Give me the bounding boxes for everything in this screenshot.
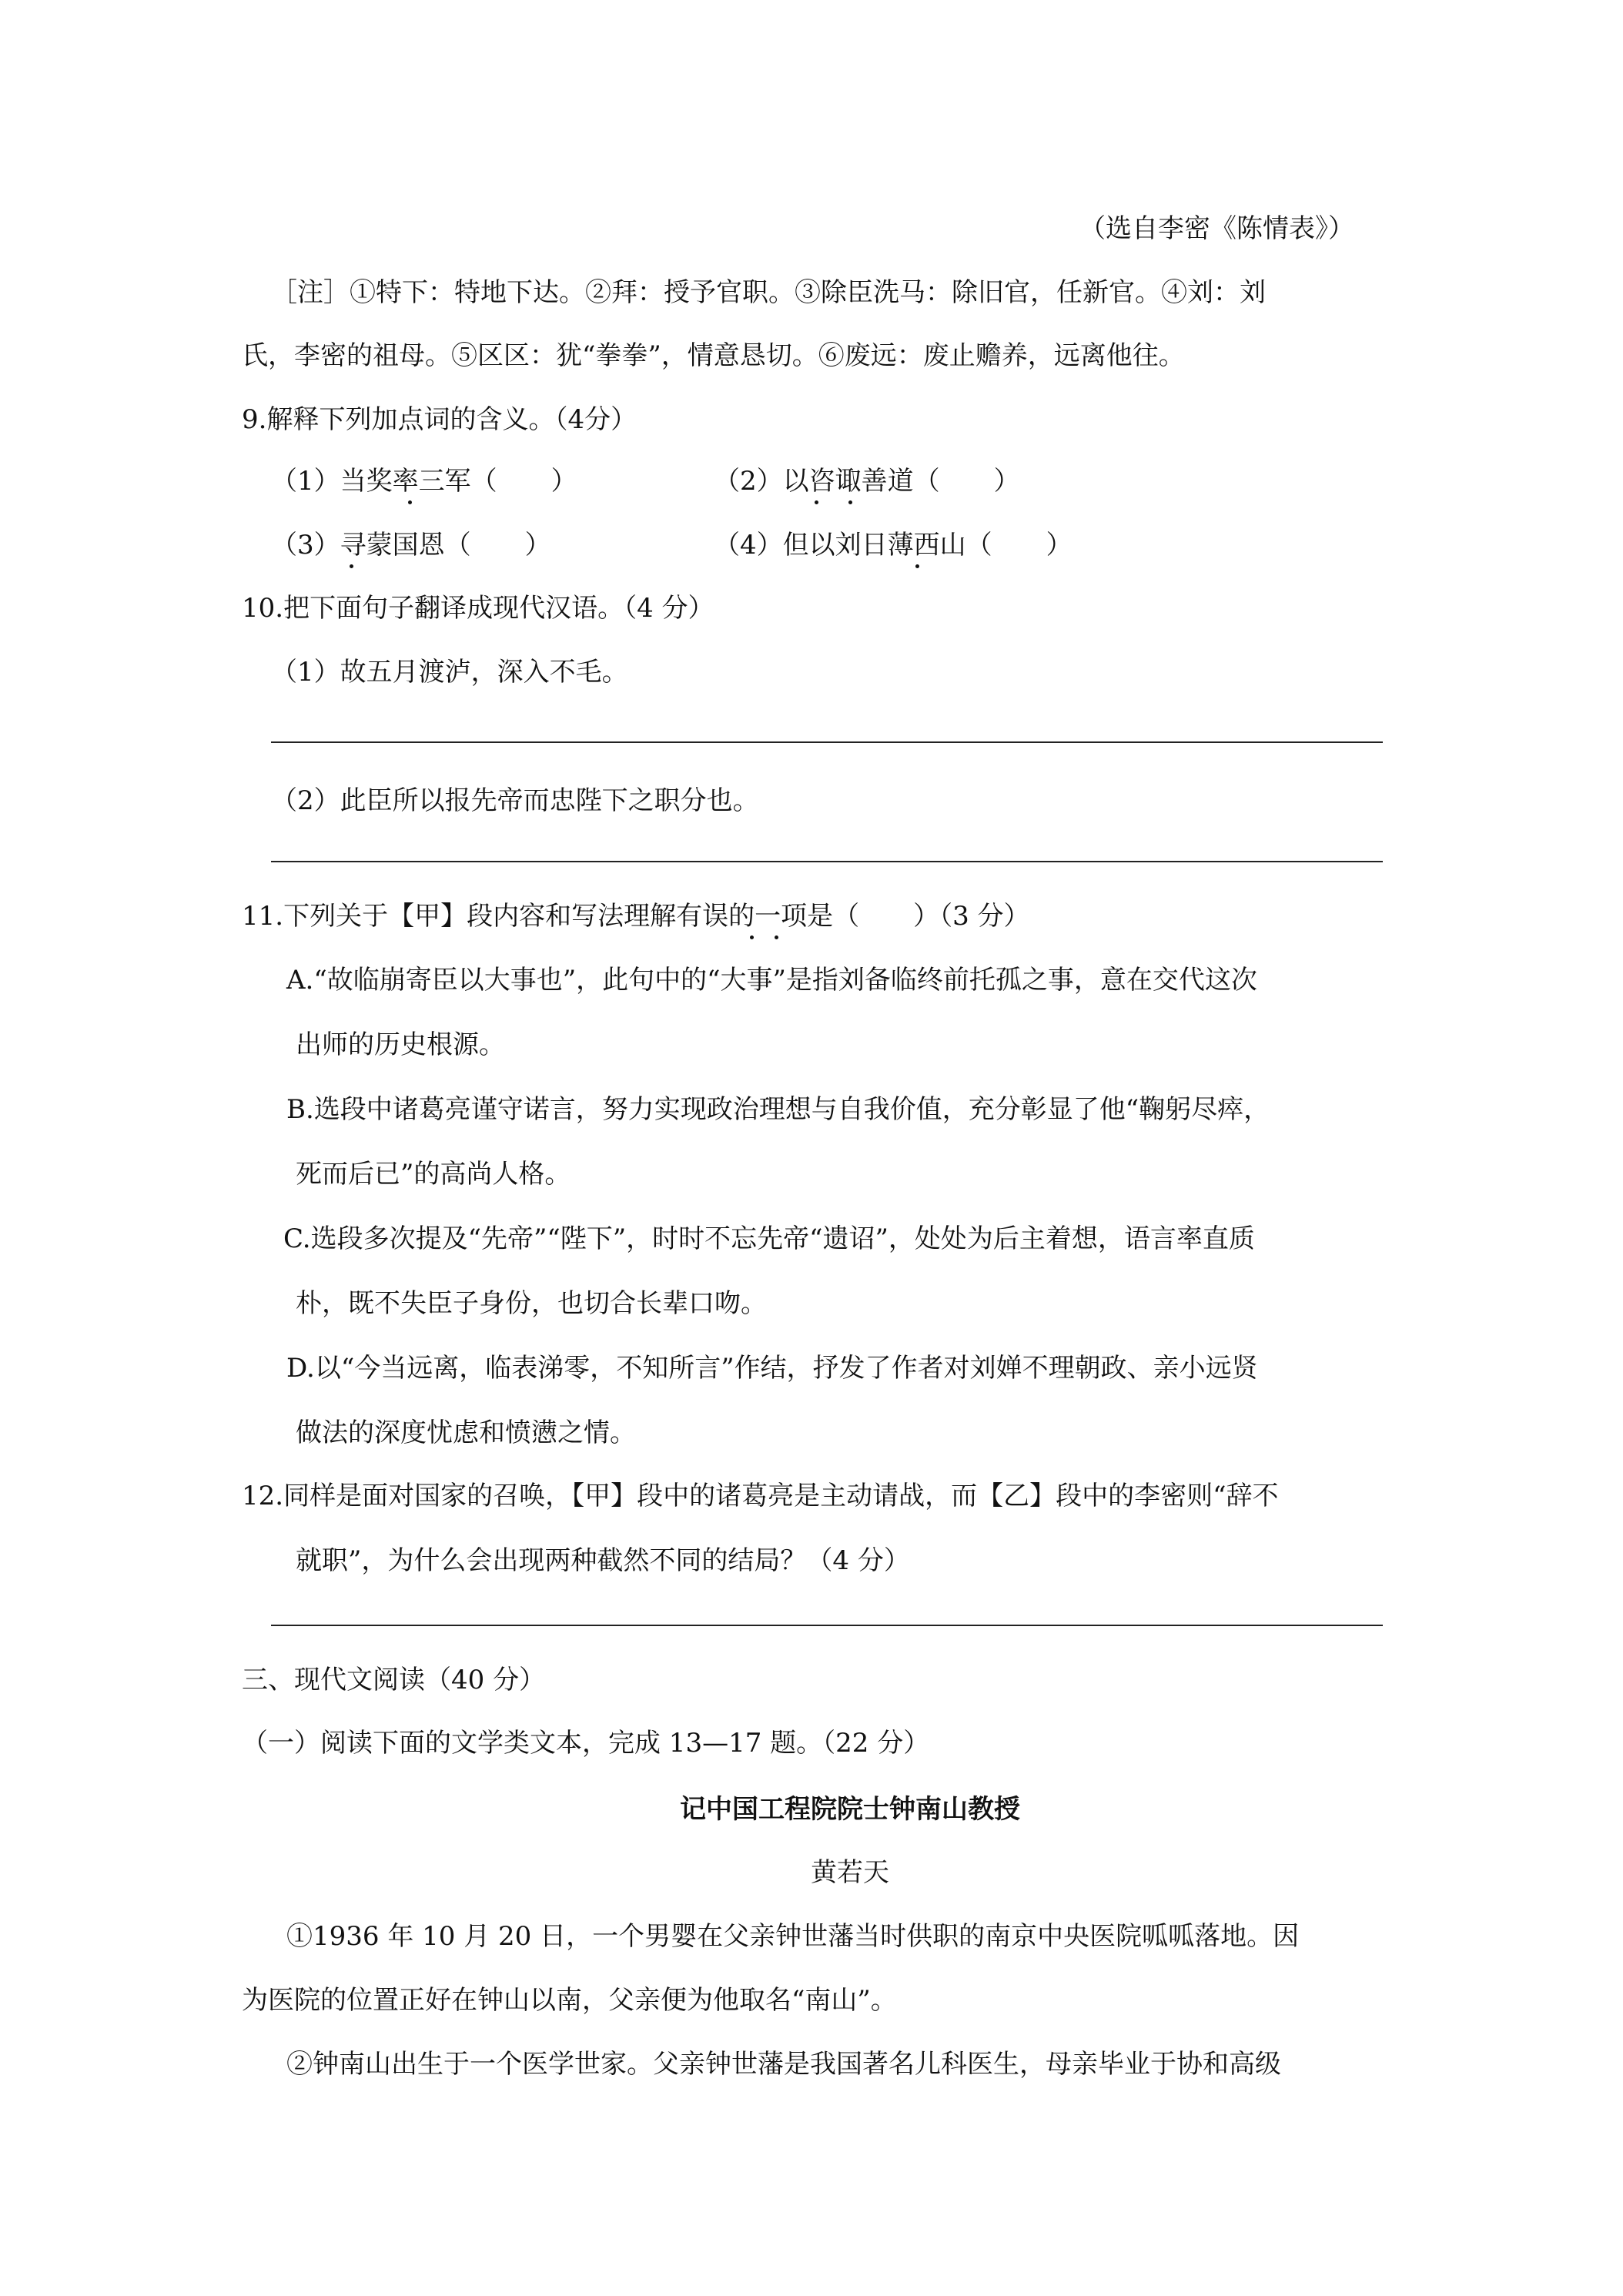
source-line: （选自李密《陈情表》） [1079, 213, 1354, 244]
emphasis-dot [408, 500, 412, 504]
section-heading: 三、现代文阅读（40 分） [242, 1665, 546, 1695]
paragraph-2-line-1: ②钟南山出生于一个医学世家。父亲钟世藩是我国著名儿科医生，母亲毕业于协和高级 [286, 2049, 1281, 2080]
option-b-line-1: B.选段中诸葛亮谨守诺言，努力实现政治理想与自我价值，充分彰显了他“鞠躬尽瘁， [286, 1094, 1270, 1125]
answer-line [271, 741, 1383, 743]
emphasis-dot [815, 500, 818, 504]
option-a-line-1: A.“故临崩寄臣以大事也”，此句中的“大事”是指刘备临终前托孤之事，意在交代这次 [286, 965, 1257, 996]
question-12-line-1: 12.同样是面对国家的召唤，【甲】段中的诸葛亮是主动请战，而【乙】段中的李密则“辞不 [242, 1481, 1279, 1511]
emphasis-dot [915, 564, 919, 568]
answer-line [271, 1625, 1383, 1626]
emphasis-dot [750, 935, 754, 939]
option-c-line-2: 朴，既不失臣子身份，也切合长辈口吻。 [296, 1288, 767, 1319]
option-b-line-2: 死而后已”的高尚人格。 [296, 1159, 571, 1190]
paragraph-1-line-1: ①1936 年 10 月 20 日，一个男婴在父亲钟世藩当时供职的南京中央医院呱呱落地。因 [286, 1921, 1300, 1952]
option-a-line-2: 出师的历史根源。 [296, 1029, 505, 1060]
question-10-stem: 10.把下面句子翻译成现代汉语。（4 分） [242, 593, 714, 624]
question-9-item-4: （4）但以刘日薄西山（ ） [714, 530, 1073, 561]
option-d-line-1: D.以“今当远离，临表涕零，不知所言”作结，抒发了作者对刘婵不理朝政、亲小远贤 [286, 1353, 1258, 1384]
option-d-line-2: 做法的深度忧虑和愤懑之情。 [296, 1417, 636, 1448]
question-9-item-3: （3）寻蒙国恩（ ） [271, 530, 551, 561]
answer-line [271, 861, 1383, 862]
question-9-item-1: （1）当奖率三军（ ） [271, 466, 577, 497]
emphasis-dot [848, 500, 852, 504]
question-10-sentence-2: （2）此臣所以报先帝而忠陛下之职分也。 [271, 785, 759, 816]
article-title: 记中国工程院院士钟南山教授 [680, 1794, 1020, 1825]
question-10-sentence-1: （1）故五月渡泸，深入不毛。 [271, 657, 628, 688]
paragraph-1-line-2: 为医院的位置正好在钟山以南，父亲便为他取名“南山”。 [242, 1985, 897, 2016]
question-9-item-2: （2）以咨诹善道（ ） [714, 466, 1020, 497]
question-9-stem: 9.解释下列加点词的含义。（4分） [242, 404, 637, 435]
article-author: 黄若天 [811, 1857, 889, 1888]
option-c-line-1: C.选段多次提及“先帝”“陛下”，时时不忘先帝“遗诏”，处处为后主着想，语言率直质 [283, 1223, 1255, 1254]
notes-line-2: 氏，李密的祖母。⑤区区：犹“拳拳”，情意恳切。⑥废远：废止赡养，远离他往。 [242, 340, 1185, 371]
part-heading: （一）阅读下面的文学类文本，完成 13—17 题。（22 分） [242, 1728, 930, 1759]
emphasis-dot [775, 935, 778, 939]
notes-line-1: ［注］①特下：特地下达。②拜：授予官职。③除臣洗马：除旧官，任新官。④刘：刘 [271, 277, 1266, 308]
question-11-stem: 11.下列关于【甲】段内容和写法理解有误的一项是（ ）（3 分） [242, 901, 1030, 932]
question-12-line-2: 就职”，为什么会出现两种截然不同的结局？（4 分） [296, 1545, 910, 1576]
emphasis-dot [350, 564, 353, 568]
